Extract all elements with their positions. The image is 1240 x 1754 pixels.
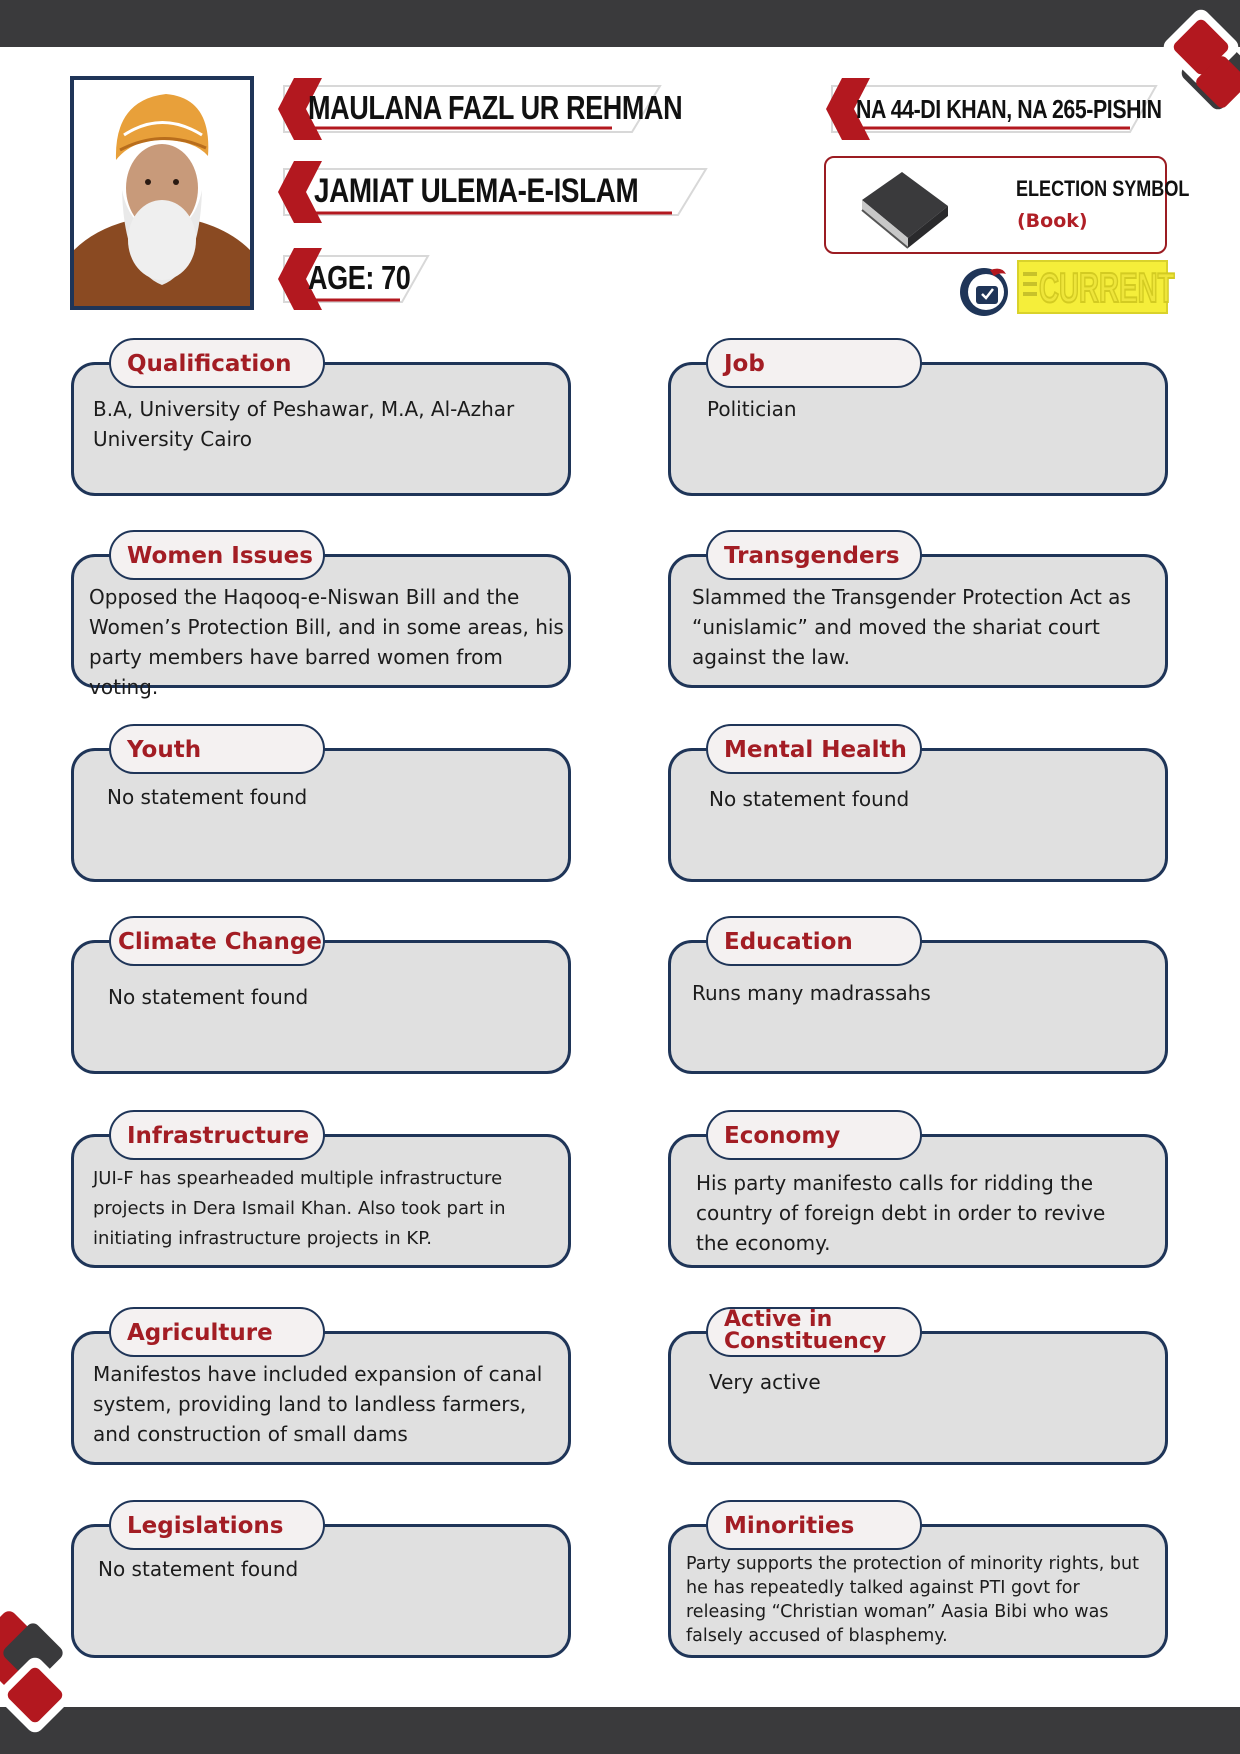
current-logo (1017, 260, 1175, 314)
card-title: Minorities (724, 1513, 855, 1539)
top-bar (0, 0, 1240, 47)
card-education (668, 916, 1168, 1074)
card-title: Legislations (127, 1513, 284, 1539)
current-logo-text: CURRENT (1039, 264, 1175, 311)
card-legislations (71, 1500, 571, 1658)
candidate-photo (70, 76, 254, 310)
constituency: NA 44-DI KHAN, NA 265-PISHIN (856, 94, 1162, 124)
card-title: Economy (724, 1123, 841, 1149)
card-text: B.A, University of Peshawar, M.A, Al-Azhar University Cairo (93, 397, 515, 451)
candidate-age: AGE: 70 (308, 259, 411, 296)
card-text: Politician (707, 397, 797, 421)
card-job (668, 338, 1168, 496)
constituency-tag (818, 78, 1162, 140)
card-text: No statement found (709, 787, 910, 811)
card-transgenders (668, 530, 1168, 688)
card-title: Youth (127, 737, 202, 763)
card-agriculture (71, 1307, 571, 1465)
logo-stripe (1023, 292, 1037, 296)
card-text: Manifestos have included expansion of canal system, providing land to landless farmers, and construction of small dams (93, 1362, 543, 1446)
corner-diamond-top-right (1150, 0, 1240, 130)
card-title: Active in Constituency (724, 1307, 887, 1354)
card-title: Agriculture (127, 1320, 273, 1346)
card-mental-health (668, 724, 1168, 882)
card-infrastructure (71, 1110, 571, 1268)
card-text: Party supports the protection of minority rights, but he has repeatedly talked against PTI govt for releasing “Christian woman” Aasia Bibi who was falsely accused of blasphemy. (686, 1554, 1139, 1646)
card-qualification (71, 338, 571, 496)
card-title: Education (724, 929, 853, 955)
candidate-name-tag (270, 78, 683, 140)
age-tag (270, 248, 430, 310)
card-women-issues (71, 530, 571, 699)
card-title: Transgenders (724, 543, 900, 569)
logo-stripe (1023, 272, 1037, 276)
card-title: Women Issues (127, 543, 313, 569)
card-text: His party manifesto calls for ridding the country of foreign debt in order to revive the economy. (696, 1171, 1106, 1255)
candidate-portrait-image (74, 80, 250, 306)
candidate-name: MAULANA FAZL UR REHMAN (308, 89, 683, 126)
election-symbol-label: ELECTION SYMBOL (1016, 176, 1190, 201)
card-title: Mental Health (724, 737, 907, 763)
card-climate-change (71, 916, 571, 1074)
card-title: Job (724, 351, 765, 377)
card-text: No statement found (98, 1557, 299, 1581)
card-text: Opposed the Haqooq-e-Niswan Bill and the Women’s Protection Bill, and in some areas, his party members have barred women from voting. (89, 585, 564, 699)
card-title: Climate Change (118, 929, 322, 955)
card-text: JUI-F has spearheaded multiple infrastructure projects in Dera Ismail Khan. Also took part in initiating infrastructure projects in KP. (93, 1168, 506, 1249)
logo-stripe (1023, 282, 1037, 286)
election-symbol-name: (Book) (1017, 210, 1088, 232)
card-youth (71, 724, 571, 882)
book-icon (854, 166, 954, 250)
card-minorities (668, 1500, 1168, 1658)
bottom-bar (0, 1707, 1240, 1754)
party-name-tag (270, 161, 708, 223)
card-title: Infrastructure (127, 1123, 310, 1149)
card-text: No statement found (107, 785, 308, 809)
card-title: Qualification (127, 351, 292, 377)
party-name: JAMIAT ULEMA-E-ISLAM (314, 172, 639, 210)
election-symbol-box (824, 156, 1190, 254)
card-active-in-constituency (668, 1307, 1168, 1465)
election-commission-logo (956, 262, 1012, 318)
card-text: Runs many madrassahs (692, 981, 931, 1005)
card-text: No statement found (108, 985, 309, 1009)
card-text: Very active (709, 1370, 821, 1394)
card-economy (668, 1110, 1168, 1268)
card-text: Slammed the Transgender Protection Act as “unislamic” and moved the shariat court against the law. (692, 585, 1131, 669)
